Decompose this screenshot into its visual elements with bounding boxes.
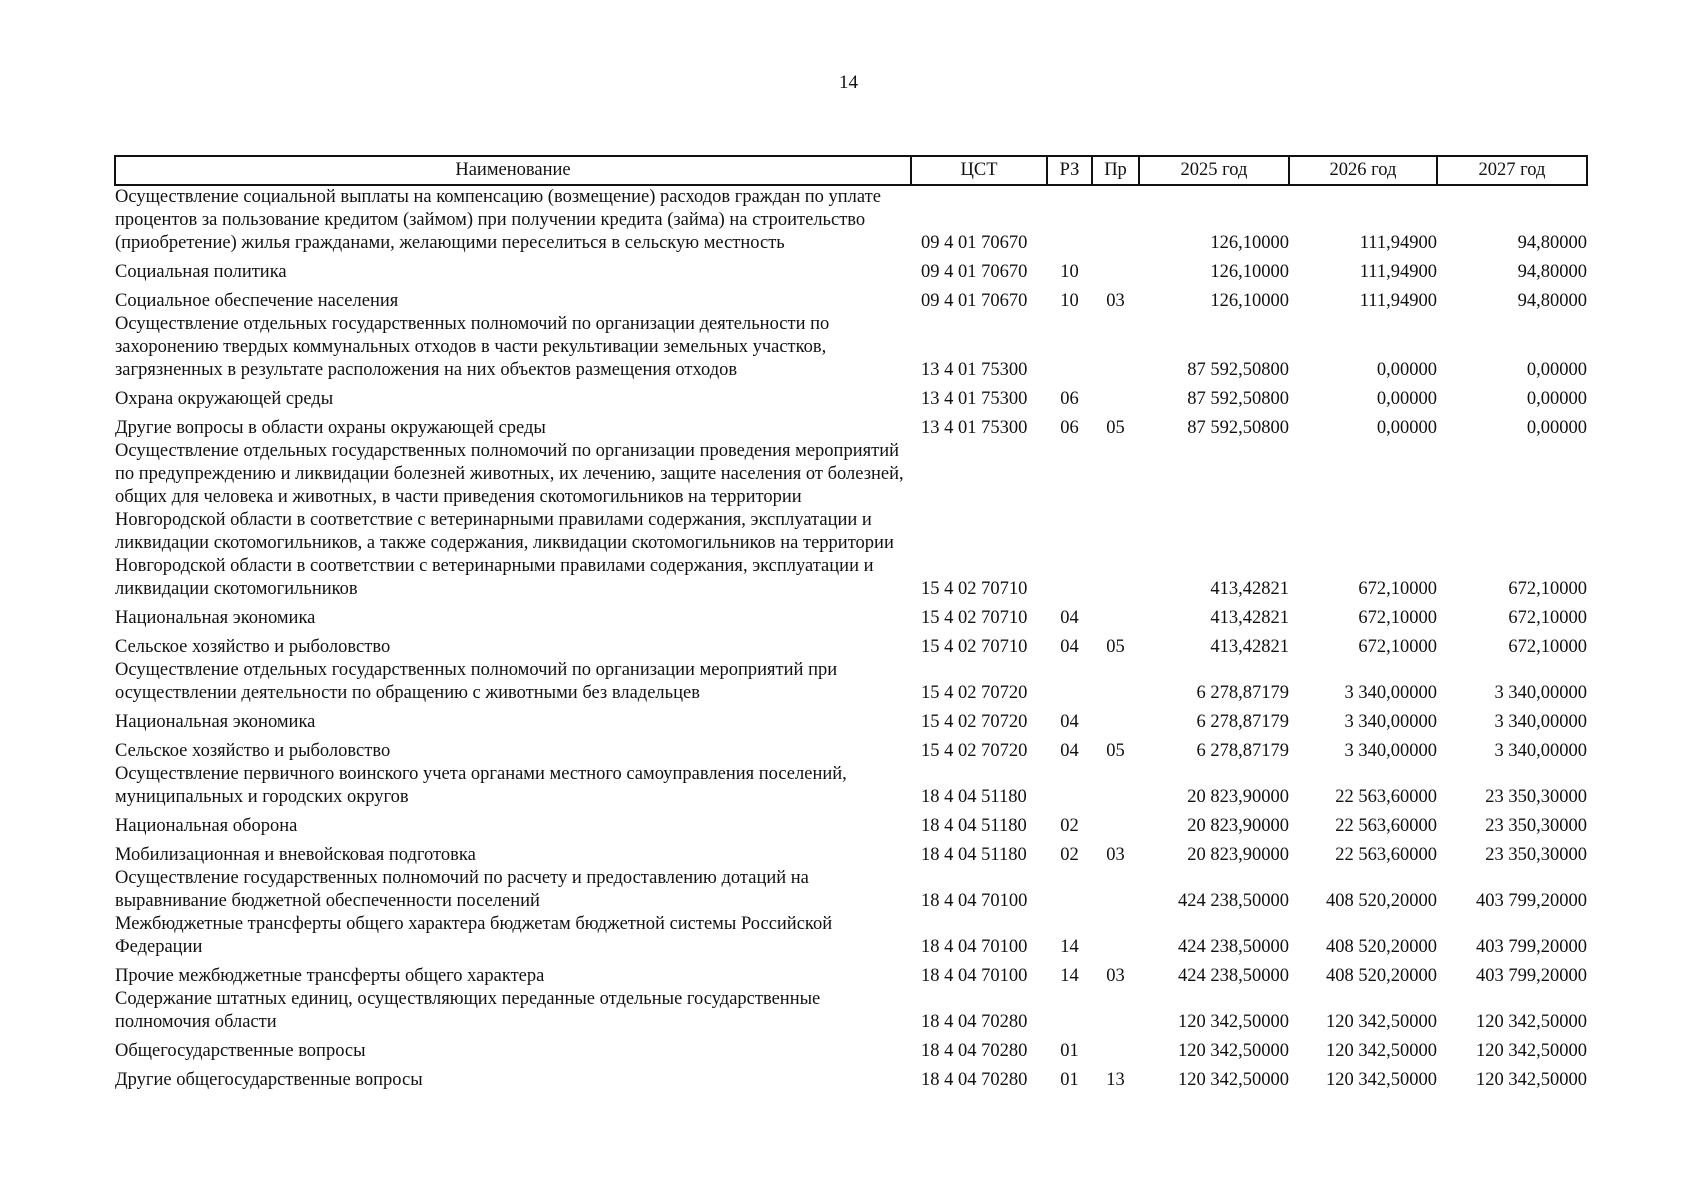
row-pr xyxy=(1092,1034,1139,1063)
row-value-2027: 672,10000 xyxy=(1508,637,1587,657)
row-rz: 06 xyxy=(1060,418,1079,438)
row-value-2027: 0,00000 xyxy=(1526,389,1587,409)
table-body xyxy=(115,185,1587,1092)
row-value-2025: 413,42821 xyxy=(1210,608,1289,628)
row-value-2026: 22 563,60000 xyxy=(1335,787,1437,807)
row-value-2027: 23 350,30000 xyxy=(1485,816,1587,836)
table-row xyxy=(115,440,1587,601)
table-row xyxy=(115,913,1587,959)
row-cst: 15 4 02 70720 xyxy=(921,712,1028,732)
row-rz: 04 xyxy=(1060,608,1079,628)
row-value-2026: 672,10000 xyxy=(1358,579,1437,599)
row-cst: 09 4 01 70670 xyxy=(921,233,1028,253)
row-value-2025: 126,10000 xyxy=(1210,233,1289,253)
row-pr xyxy=(1092,313,1139,382)
row-value-2025: 20 823,90000 xyxy=(1187,845,1289,865)
row-pr xyxy=(1092,440,1139,601)
row-value-2026: 3 340,00000 xyxy=(1344,741,1437,761)
row-cst: 18 4 04 70100 xyxy=(921,966,1028,986)
table-row xyxy=(115,705,1587,734)
row-pr xyxy=(1092,913,1139,959)
header-rz: РЗ xyxy=(1047,156,1092,185)
row-value-2027: 120 342,50000 xyxy=(1476,1070,1587,1090)
row-name: Социальное обеспечение населения xyxy=(115,291,399,311)
row-value-2025: 413,42821 xyxy=(1210,579,1289,599)
row-value-2026: 111,94900 xyxy=(1359,262,1437,282)
row-rz: 02 xyxy=(1060,845,1079,865)
row-cst: 15 4 02 70720 xyxy=(921,683,1028,703)
row-cst: 15 4 02 70710 xyxy=(921,637,1028,657)
row-value-2027: 94,80000 xyxy=(1517,233,1587,253)
row-value-2025: 424 238,50000 xyxy=(1178,937,1289,957)
row-rz xyxy=(1047,659,1092,705)
table-row xyxy=(115,630,1587,659)
row-pr xyxy=(1092,988,1139,1034)
table-row xyxy=(115,382,1587,411)
row-rz xyxy=(1047,988,1092,1034)
row-pr: 03 xyxy=(1106,966,1125,986)
row-value-2025: 424 238,50000 xyxy=(1178,891,1289,911)
row-value-2025: 20 823,90000 xyxy=(1187,787,1289,807)
table-row xyxy=(115,255,1587,284)
row-value-2026: 3 340,00000 xyxy=(1344,712,1437,732)
table-row xyxy=(115,411,1587,440)
row-cst: 15 4 02 70710 xyxy=(921,579,1028,599)
row-name: Осуществление государственных полномочий по расчету и предоставлению дотаций на выравнивание бюджетной обеспеченности поселений xyxy=(115,868,809,911)
row-value-2026: 120 342,50000 xyxy=(1326,1041,1437,1061)
table-row xyxy=(115,838,1587,867)
table-row xyxy=(115,659,1587,705)
row-value-2026: 408 520,20000 xyxy=(1326,891,1437,911)
row-name: Межбюджетные трансферты общего характера бюджетам бюджетной системы Российской Федерации xyxy=(115,914,833,957)
row-rz: 01 xyxy=(1060,1041,1079,1061)
row-cst: 18 4 04 70280 xyxy=(921,1070,1028,1090)
row-rz: 04 xyxy=(1060,712,1079,732)
page-number: 14 xyxy=(839,72,858,93)
header-2027: 2027 год xyxy=(1437,156,1587,185)
row-value-2027: 120 342,50000 xyxy=(1476,1012,1587,1032)
row-value-2025: 126,10000 xyxy=(1210,262,1289,282)
row-name: Осуществление отдельных государственных полномочий по организации мероприятий при осуществлении деятельности по обращению с животными без владельцев xyxy=(115,660,838,703)
row-pr xyxy=(1092,705,1139,734)
row-name: Прочие межбюджетные трансферты общего характера xyxy=(115,966,545,986)
row-name: Общегосударственные вопросы xyxy=(115,1041,366,1061)
row-rz: 14 xyxy=(1060,966,1079,986)
header-cst: ЦСТ xyxy=(911,156,1047,185)
row-value-2026: 120 342,50000 xyxy=(1326,1070,1437,1090)
row-value-2027: 120 342,50000 xyxy=(1476,1041,1587,1061)
row-value-2025: 120 342,50000 xyxy=(1178,1012,1289,1032)
row-rz xyxy=(1047,440,1092,601)
row-cst: 18 4 04 70100 xyxy=(921,891,1028,911)
row-rz: 14 xyxy=(1060,937,1079,957)
row-pr: 05 xyxy=(1106,418,1125,438)
row-value-2025: 120 342,50000 xyxy=(1178,1041,1289,1061)
row-value-2027: 672,10000 xyxy=(1508,608,1587,628)
row-cst: 09 4 01 70670 xyxy=(921,291,1028,311)
row-cst: 18 4 04 70100 xyxy=(921,937,1028,957)
table-row xyxy=(115,988,1587,1034)
row-pr xyxy=(1092,809,1139,838)
row-value-2025: 120 342,50000 xyxy=(1178,1070,1289,1090)
row-value-2026: 111,94900 xyxy=(1359,233,1437,253)
row-name: Мобилизационная и вневойсковая подготовка xyxy=(115,845,476,865)
table-row xyxy=(115,809,1587,838)
row-value-2027: 403 799,20000 xyxy=(1476,966,1587,986)
row-cst: 15 4 02 70720 xyxy=(921,741,1028,761)
row-name: Социальная политика xyxy=(115,262,287,282)
row-rz: 04 xyxy=(1060,637,1079,657)
row-value-2027: 94,80000 xyxy=(1517,262,1587,282)
row-name: Национальная экономика xyxy=(115,712,316,732)
row-rz: 10 xyxy=(1060,262,1079,282)
row-value-2025: 20 823,90000 xyxy=(1187,816,1289,836)
row-name: Охрана окружающей среды xyxy=(115,389,334,409)
row-value-2026: 3 340,00000 xyxy=(1344,683,1437,703)
row-value-2027: 3 340,00000 xyxy=(1494,741,1587,761)
row-cst: 13 4 01 75300 xyxy=(921,418,1028,438)
row-value-2025: 87 592,50800 xyxy=(1187,418,1289,438)
row-value-2027: 403 799,20000 xyxy=(1476,937,1587,957)
row-rz xyxy=(1047,185,1092,255)
row-pr xyxy=(1092,185,1139,255)
row-name: Другие общегосударственные вопросы xyxy=(115,1070,423,1090)
row-value-2025: 87 592,50800 xyxy=(1187,389,1289,409)
row-value-2027: 403 799,20000 xyxy=(1476,891,1587,911)
table-header-row xyxy=(115,156,1587,185)
row-value-2027: 0,00000 xyxy=(1526,360,1587,380)
row-pr xyxy=(1092,659,1139,705)
row-value-2027: 3 340,00000 xyxy=(1494,683,1587,703)
row-cst: 18 4 04 51180 xyxy=(921,787,1027,807)
row-rz: 02 xyxy=(1060,816,1079,836)
budget-table xyxy=(114,155,1588,1092)
table-row xyxy=(115,284,1587,313)
row-name: Осуществление первичного воинского учета органами местного самоуправления поселений, муниципальных и городских округов xyxy=(115,764,847,807)
row-value-2027: 0,00000 xyxy=(1526,418,1587,438)
row-value-2025: 6 278,87179 xyxy=(1196,683,1289,703)
row-cst: 18 4 04 51180 xyxy=(921,816,1027,836)
row-rz: 01 xyxy=(1060,1070,1079,1090)
row-cst: 09 4 01 70670 xyxy=(921,262,1028,282)
row-value-2026: 120 342,50000 xyxy=(1326,1012,1437,1032)
row-pr xyxy=(1092,867,1139,913)
row-name: Сельское хозяйство и рыболовство xyxy=(115,741,391,761)
row-name: Осуществление отдельных государственных полномочий по организации деятельности по захоронению твердых коммунальных отходов в части рекультивации земельных участков, загрязненных в результате расположения на них объектов размещения отходов xyxy=(115,314,830,380)
row-value-2026: 408 520,20000 xyxy=(1326,937,1437,957)
row-pr xyxy=(1092,763,1139,809)
row-name: Содержание штатных единиц, осуществляющих переданные отдельные государственные полномочия области xyxy=(115,989,821,1032)
row-name: Осуществление отдельных государственных полномочий по организации проведения мероприятий по предупреждению и ликвидации болезней животных, их лечению, защите населения от болезней, общих для человека и животных, в части приведения скотомогильников на территории Новгородской области в соответствие с ветеринарными правилами содержания, эксплуатации и ликвидации скотомогильников, а также содержания, ликвидации скотомогильников на территории Новгородской области в соответствии с ветеринарными правилами содержания, эксплуатации и ликвидации скотомогильников xyxy=(115,441,904,599)
row-rz: 04 xyxy=(1060,741,1079,761)
row-pr: 05 xyxy=(1106,637,1125,657)
row-value-2025: 6 278,87179 xyxy=(1196,712,1289,732)
row-value-2026: 408 520,20000 xyxy=(1326,966,1437,986)
table-row xyxy=(115,763,1587,809)
row-pr: 03 xyxy=(1106,291,1125,311)
row-value-2026: 111,94900 xyxy=(1359,291,1437,311)
row-value-2025: 6 278,87179 xyxy=(1196,741,1289,761)
row-pr: 05 xyxy=(1106,741,1125,761)
row-pr xyxy=(1092,255,1139,284)
table-row xyxy=(115,313,1587,382)
table-row xyxy=(115,1034,1587,1063)
row-name: Национальная оборона xyxy=(115,816,298,836)
row-rz: 10 xyxy=(1060,291,1079,311)
table-row xyxy=(115,1063,1587,1092)
row-value-2026: 22 563,60000 xyxy=(1335,816,1437,836)
row-value-2026: 0,00000 xyxy=(1376,418,1437,438)
row-value-2027: 23 350,30000 xyxy=(1485,787,1587,807)
header-2025: 2025 год xyxy=(1139,156,1289,185)
row-cst: 13 4 01 75300 xyxy=(921,360,1028,380)
header-name: Наименование xyxy=(115,156,911,185)
row-value-2027: 672,10000 xyxy=(1508,579,1587,599)
row-value-2026: 672,10000 xyxy=(1358,608,1437,628)
row-value-2027: 23 350,30000 xyxy=(1485,845,1587,865)
row-cst: 15 4 02 70710 xyxy=(921,608,1028,628)
row-value-2027: 94,80000 xyxy=(1517,291,1587,311)
row-value-2027: 3 340,00000 xyxy=(1494,712,1587,732)
row-value-2026: 0,00000 xyxy=(1376,389,1437,409)
table-row xyxy=(115,601,1587,630)
row-cst: 18 4 04 70280 xyxy=(921,1041,1028,1061)
row-cst: 13 4 01 75300 xyxy=(921,389,1028,409)
row-pr xyxy=(1092,601,1139,630)
row-pr xyxy=(1092,382,1139,411)
row-name: Национальная экономика xyxy=(115,608,316,628)
table-row xyxy=(115,734,1587,763)
row-name: Сельское хозяйство и рыболовство xyxy=(115,637,391,657)
header-pr: Пр xyxy=(1092,156,1139,185)
row-value-2026: 0,00000 xyxy=(1376,360,1437,380)
row-rz: 06 xyxy=(1060,389,1079,409)
row-name: Другие вопросы в области охраны окружающей среды xyxy=(115,418,546,438)
row-value-2026: 672,10000 xyxy=(1358,637,1437,657)
row-name: Осуществление социальной выплаты на компенсацию (возмещение) расходов граждан по уплате процентов за пользование кредитом (займом) при получении кредита (займа) на строительство (приобретение) жилья гражданами, желающими переселиться в сельскую местность xyxy=(115,187,881,253)
row-value-2025: 424 238,50000 xyxy=(1178,966,1289,986)
row-pr: 13 xyxy=(1106,1070,1125,1090)
table-row xyxy=(115,959,1587,988)
row-rz xyxy=(1047,867,1092,913)
row-value-2025: 413,42821 xyxy=(1210,637,1289,657)
header-2026: 2026 год xyxy=(1289,156,1437,185)
row-pr: 03 xyxy=(1106,845,1125,865)
row-rz xyxy=(1047,313,1092,382)
row-value-2026: 22 563,60000 xyxy=(1335,845,1437,865)
row-cst: 18 4 04 70280 xyxy=(921,1012,1028,1032)
table-row xyxy=(115,185,1587,255)
table-row xyxy=(115,867,1587,913)
row-rz xyxy=(1047,763,1092,809)
row-cst: 18 4 04 51180 xyxy=(921,845,1027,865)
row-value-2025: 87 592,50800 xyxy=(1187,360,1289,380)
row-value-2025: 126,10000 xyxy=(1210,291,1289,311)
